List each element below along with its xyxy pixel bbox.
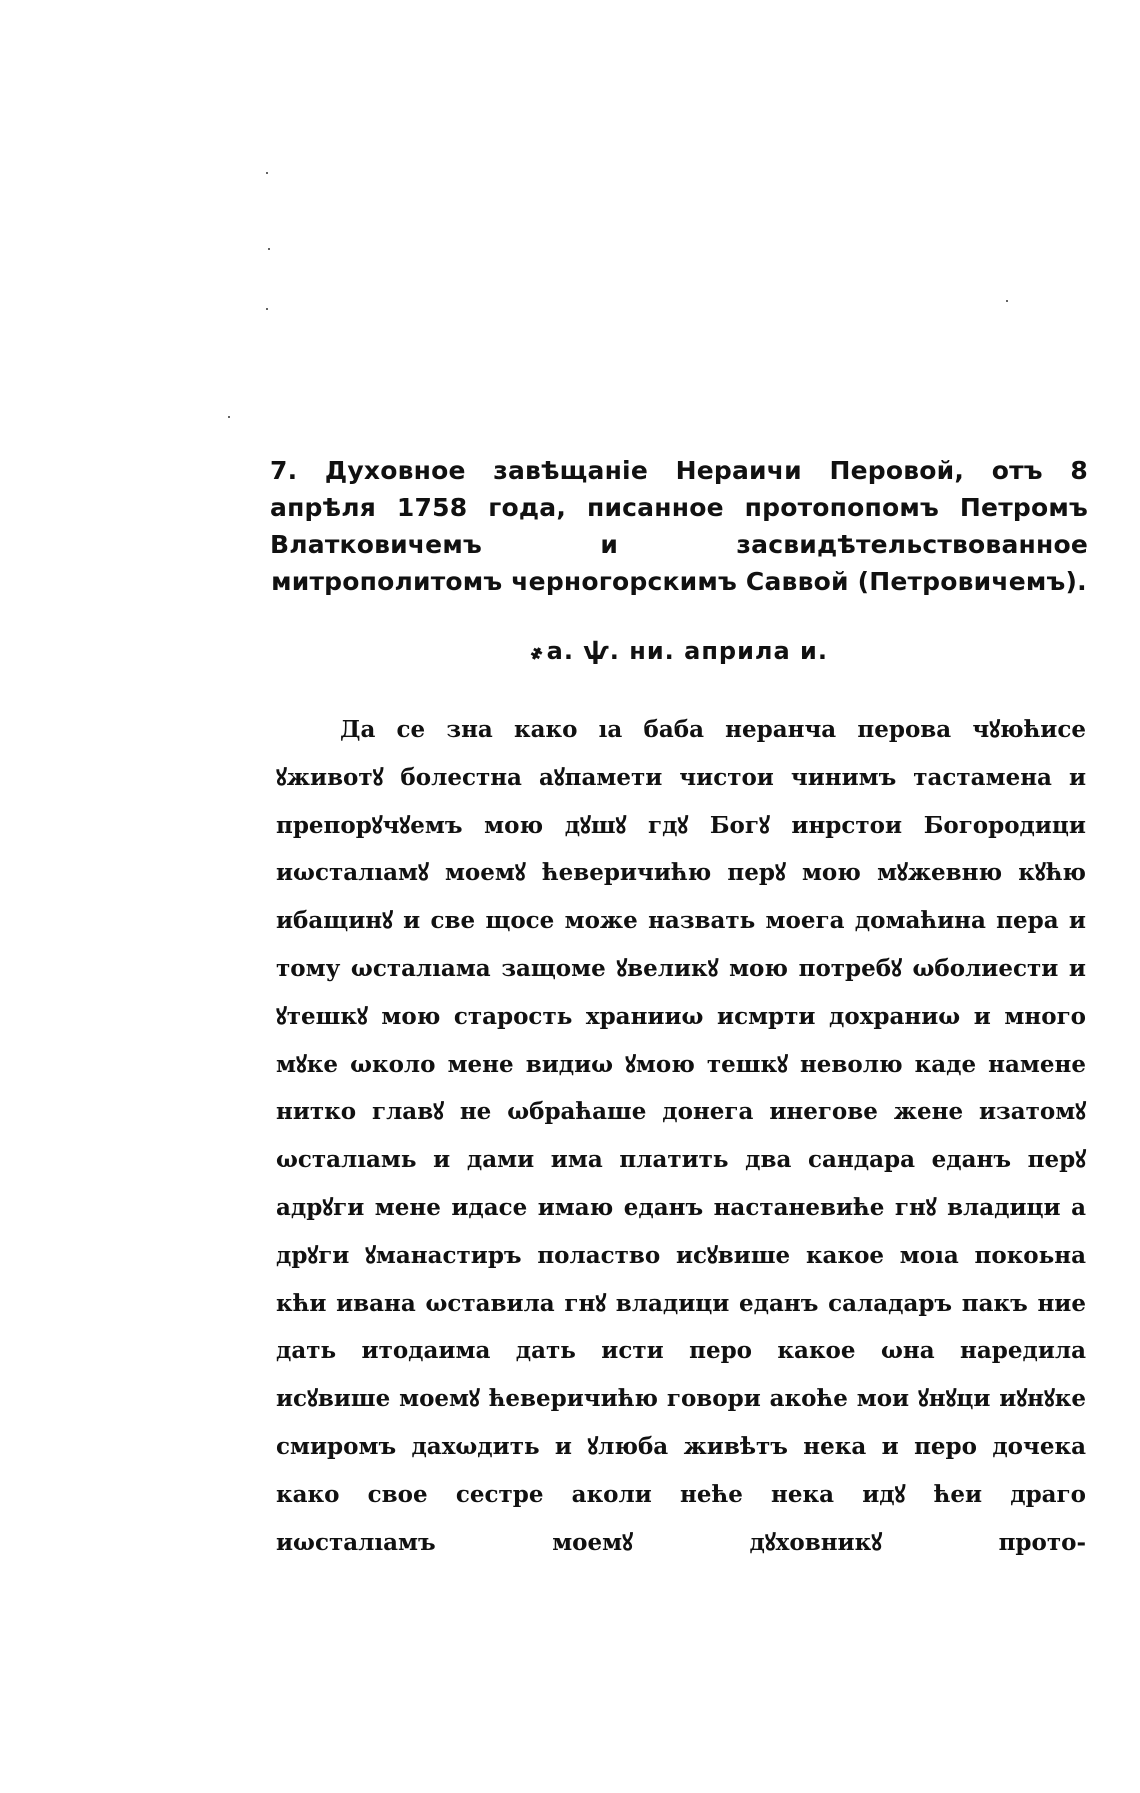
- document-body-text: Да се зна како ıа баба неранча перова чꙋюћисе ꙋживотꙋ болестна аꙋпамети чистои чинимъ тастамена и препорꙋчꙋемъ мою дꙋшꙋ гдꙋ Богꙋ инрстои Богородици иωсталıамꙋ моемꙋ ћеверичићю перꙋ мою мꙋжевню кꙋћю ибащинꙋ и све щосе може назвать моега домаћина пера и тому ωсталıама защоме ꙋвеликꙋ мою потребꙋ ωболиести и ꙋтешкꙋ мою старость хранииω исмрти дохраниω и много мꙋке ωколо мене видиω ꙋмою тешкꙋ неволю каде намене нитко главꙋ не ωбраћаше донега инегове жене изатомꙋ ωсталıамь и дами има платить два сандара еданъ перꙋ адрꙋги мене идасе имаю еданъ настаневиће гнꙋ владици а дрꙋги ꙋманастиръ поластво исꙋвише какое моıа покоьна кћи ивана ωставила гнꙋ владици еданъ саладаръ пакъ ние дать итодаима дать исти перо какое ωна наредила исꙋвише моемꙋ ћеверичићю говори акоће мои ꙋнꙋци иꙋнꙋке смиромъ дахωдить и ꙋлюба живѣтъ нека и перо дочека како свое сестре аколи нећe нека идꙋ ћеи драго иωсталıамъ моемꙋ дꙋховникꙋ прото-: [276, 716, 1086, 1556]
- scan-speck: [268, 248, 270, 250]
- document-dateline: ҂а. ѱ. ни. априла и.: [530, 637, 828, 665]
- document-heading: 7. Духовное завѣщаніе Нераичи Перовой, отъ 8 апрѣля 1758 года, писанное протопопомъ Петромъ Влатковичемъ и засвидѣтельствованное митрополитомъ черногорскимъ Саввой (Петровичемъ).: [270, 456, 1088, 596]
- scan-speck: [266, 308, 268, 310]
- scan-speck: [228, 416, 230, 418]
- scan-speck: [266, 172, 268, 174]
- scan-speck: [1006, 300, 1008, 302]
